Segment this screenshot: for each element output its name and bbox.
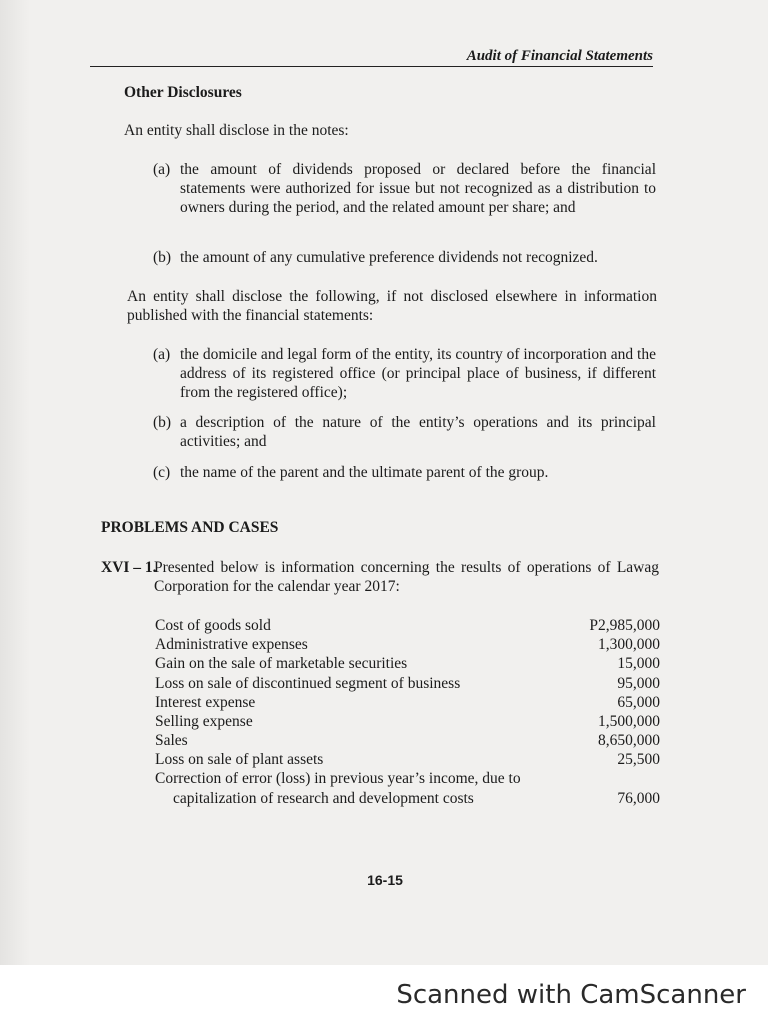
item-label: (a) (153, 346, 171, 363)
row-label: Cost of goods sold (155, 617, 271, 634)
row-label-line2: capitalization of research and development costs (173, 790, 474, 807)
header-rule (90, 66, 653, 67)
running-header: Audit of Financial Statements (466, 48, 653, 64)
item-label: (c) (153, 464, 171, 481)
disclosure-intro: An entity shall disclose in the notes: (124, 122, 349, 139)
row-amount: 95,000 (617, 675, 660, 692)
scanner-watermark: Scanned with CamScanner (396, 980, 746, 1010)
row-amount: 25,500 (617, 751, 660, 768)
row-amount: 1,300,000 (598, 636, 660, 653)
page-number: 16-15 (367, 872, 403, 888)
row-label: Gain on the sale of marketable securities (155, 655, 408, 672)
page-edge-shadow (0, 0, 30, 965)
item-label: (b) (153, 249, 172, 266)
item-text: a description of the nature of the entity’s operations and its principal activities; and (180, 414, 656, 450)
financial-row (155, 713, 660, 732)
financial-row (155, 770, 660, 789)
financial-row (155, 790, 660, 809)
row-label: Loss on sale of plant assets (155, 751, 324, 768)
row-label-line1: Correction of error (loss) in previous year’s income, due to (155, 770, 521, 787)
row-label: Sales (155, 732, 188, 749)
problem-number: XVI – 1. (101, 559, 157, 576)
problem-intro: Presented below is information concerning the results of operations of Lawag Corporation for the calendar year 2017: (154, 559, 659, 595)
row-amount: 65,000 (617, 694, 660, 711)
row-label: Loss on sale of discontinued segment of business (155, 675, 461, 692)
disclosure-intro-2: An entity shall disclose the following, if not disclosed elsewhere in information published with the financial statements: (127, 288, 657, 324)
row-label: Interest expense (155, 694, 256, 711)
financial-row (155, 751, 660, 770)
financial-row (155, 694, 660, 713)
row-amount: P2,985,000 (589, 617, 660, 634)
financial-row (155, 617, 660, 636)
item-text: the amount of dividends proposed or declared before the financial statements were authorized for issue but not recognized as a distribution to owners during the period, and the related amount per share; and (180, 161, 656, 216)
financial-row (155, 732, 660, 751)
other-disclosures-heading: Other Disclosures (124, 84, 242, 101)
row-amount: 76,000 (617, 790, 660, 807)
financial-row (155, 636, 660, 655)
row-amount: 8,650,000 (598, 732, 660, 749)
item-text: the name of the parent and the ultimate parent of the group. (180, 464, 549, 481)
row-amount: 15,000 (617, 655, 660, 672)
item-label: (a) (153, 161, 171, 178)
item-label: (b) (153, 414, 172, 431)
row-label: Administrative expenses (155, 636, 308, 653)
item-text: the amount of any cumulative preference dividends not recognized. (180, 249, 598, 266)
problems-heading: PROBLEMS AND CASES (101, 519, 279, 536)
financial-row (155, 675, 660, 694)
financial-row (155, 655, 660, 674)
row-label: Selling expense (155, 713, 253, 730)
item-text: the domicile and legal form of the entity, its country of incorporation and the address of its registered office (or principal place of business, if different from the registered office); (180, 346, 656, 401)
row-amount: 1,500,000 (598, 713, 660, 730)
